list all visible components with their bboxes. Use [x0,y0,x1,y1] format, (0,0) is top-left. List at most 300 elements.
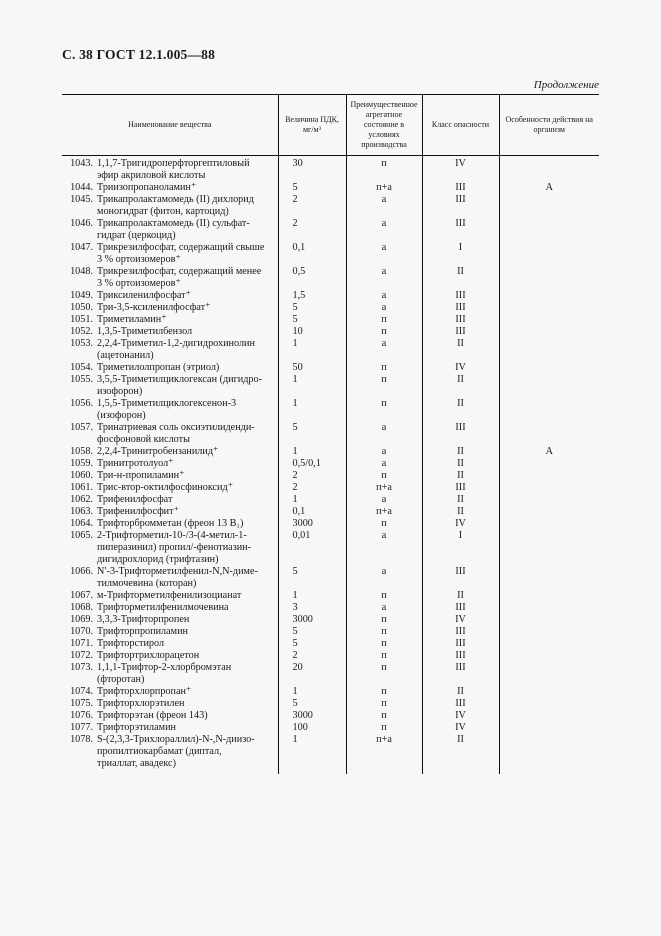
pdk-value: 1 [278,446,346,458]
substance-name-text: м-Трифторметилфенилизоцианат [97,590,242,601]
feature-value: А [499,446,599,458]
state-value: а [346,242,422,266]
row-number: 1055. [70,374,93,385]
row-number: 1050. [70,302,93,313]
state-value: п [346,326,422,338]
table-row [62,626,599,638]
feature-value [499,722,599,734]
substance-name-text: Трифторхлорэтилен [97,698,185,709]
substance-name-line [62,494,274,506]
state-value: а [346,422,422,446]
substance-name-line [62,158,274,170]
feature-value [499,650,599,662]
substance-name-cell [62,302,278,314]
substance-name-line [62,290,274,302]
substance-name-cell [62,326,278,338]
table-row [62,482,599,494]
substance-name-text: Трикрезилфосфат, содержащий свыше [97,242,265,253]
row-number: 1056. [70,398,93,409]
table-row [62,314,599,326]
state-value: п [346,662,422,686]
table-row [62,326,599,338]
substance-name-text: Триметиламин⁺ [97,314,167,325]
substance-name-text: 3,3,3-Трифторпропен [97,614,190,625]
substance-name-line [62,398,274,410]
substance-name-text: 2,2,4-Триметил-1,2-дигидрохинолин [97,338,255,349]
state-value: п [346,518,422,530]
hazard-class-value: III [422,662,499,686]
substance-name-cell [62,218,278,242]
hazard-class-value: III [422,182,499,194]
substance-name-line [62,506,274,518]
state-value: п [346,710,422,722]
feature-value [499,686,599,698]
substance-name-continuation: (изофорон) [97,410,146,421]
substance-name-cell [62,194,278,218]
feature-value [499,530,599,566]
state-value: п [346,374,422,398]
hazard-class-value: IV [422,156,499,183]
pdk-value: 100 [278,722,346,734]
pdk-value: 2 [278,470,346,482]
table-row [62,194,599,218]
feature-value [499,326,599,338]
feature-value [499,698,599,710]
hazard-class-value: II [422,446,499,458]
substance-name-cell [62,242,278,266]
substance-name-cell [62,458,278,470]
substance-name-text: Трис-втор-октилфосфиноксид⁺ [97,482,234,493]
substance-name-line [62,686,274,698]
row-number: 1068. [70,602,93,613]
substance-name-cell [62,662,278,686]
substance-name-cell [62,374,278,398]
continuation-label: Продолжение [533,79,599,91]
state-value: п [346,362,422,374]
feature-value [499,458,599,470]
table-row [62,530,599,566]
feature-value [499,338,599,362]
hazard-class-value: I [422,242,499,266]
table-row [62,686,599,698]
pdk-value: 0,5 [278,266,346,290]
row-number: 1051. [70,314,93,325]
substance-name-line [62,518,274,530]
table-row [62,362,599,374]
substance-name-line [62,326,274,338]
table-row [62,302,599,314]
substance-name-cell [62,650,278,662]
pdk-value: 3000 [278,518,346,530]
state-value: а [346,266,422,290]
substance-name-cell [62,482,278,494]
substance-name-cell [62,566,278,590]
substance-name-continuation: пропилтиокарбамат (диптал, [97,746,222,757]
table-body [62,156,599,775]
pdk-value: 2 [278,194,346,218]
substance-name-line [62,710,274,722]
substance-name-line [62,446,274,458]
substance-name-text: Трикапролактамомедь (II) дихлорид [97,194,254,205]
substance-name-text: Триизопропаноламин⁺ [97,182,197,193]
substance-name-cell [62,182,278,194]
substance-name-line [62,470,274,482]
state-value: а [346,302,422,314]
feature-value: А [499,182,599,194]
feature-value [499,302,599,314]
substance-name-line [62,374,274,386]
substance-name-continuation: 3 % ортоизомеров⁺ [97,254,181,265]
state-value: а [346,458,422,470]
substance-name-continuation: моногидрат (фитон, картоцид) [97,206,229,217]
pdk-value: 0,5/0,1 [278,458,346,470]
substance-name-line [62,566,274,578]
substance-name-cell [62,494,278,506]
hazard-class-value: IV [422,362,499,374]
state-value: п [346,686,422,698]
pdk-value: 1 [278,494,346,506]
row-number: 1054. [70,362,93,373]
substance-name-line [62,182,274,194]
state-value: а [346,566,422,590]
substance-name-line [62,458,274,470]
hazard-class-value: IV [422,614,499,626]
pdk-value: 20 [278,662,346,686]
feature-value [499,242,599,266]
hazard-class-value: III [422,218,499,242]
substance-name-line [62,650,274,662]
feature-value [499,266,599,290]
substance-name-text: S-(2,3,3-Трихлораллил)-N-,N-диизо- [97,734,255,745]
hazard-class-value: II [422,494,499,506]
feature-value [499,482,599,494]
state-value: а [346,290,422,302]
state-value: а [346,530,422,566]
substance-name-cell [62,422,278,446]
row-number: 1071. [70,638,93,649]
pdk-value: 5 [278,182,346,194]
table-row [62,662,599,686]
row-number: 1064. [70,518,93,529]
feature-value [499,290,599,302]
substance-name-line [62,314,274,326]
table-row [62,698,599,710]
row-number: 1076. [70,710,93,721]
substance-name-text: 2-Трифторметил-10-/3-(4-метил-1- [97,530,247,541]
hazard-class-value: III [422,326,499,338]
pdk-value: 2 [278,482,346,494]
table-row [62,506,599,518]
table-row [62,638,599,650]
substance-name-cell [62,638,278,650]
feature-value [499,194,599,218]
table-row [62,722,599,734]
feature-value [499,602,599,614]
table-row [62,470,599,482]
pdk-value: 5 [278,566,346,590]
pdk-value: 2 [278,218,346,242]
substance-name-cell [62,614,278,626]
row-number: 1045. [70,194,93,205]
row-number: 1077. [70,722,93,733]
table-row [62,602,599,614]
substance-name-text: Трифторхлорпропан⁺ [97,686,192,697]
hazard-class-value: III [422,302,499,314]
hazard-class-value: II [422,458,499,470]
state-value: п [346,650,422,662]
hazard-class-value: III [422,698,499,710]
substance-name-line [62,698,274,710]
pdk-value: 1 [278,734,346,774]
row-number: 1058. [70,446,93,457]
feature-value [499,374,599,398]
table-row [62,518,599,530]
substance-name-cell [62,710,278,722]
hazard-class-value: IV [422,722,499,734]
table-row [62,494,599,506]
substance-name-text: 1,3,5-Триметилбензол [97,326,193,337]
pdk-value: 5 [278,638,346,650]
table-row [62,734,599,774]
table-row [62,266,599,290]
table-row [62,218,599,242]
hazard-class-value: II [422,506,499,518]
pdk-value: 3 [278,602,346,614]
state-value: п [346,398,422,422]
substance-name-cell [62,446,278,458]
substance-name-cell [62,398,278,422]
substance-name-continuation: дигидрохлорид (трифтазин) [97,554,219,565]
page-header: С. 38 ГОСТ 12.1.005—88 [62,47,216,62]
pdk-value: 1,5 [278,290,346,302]
table-row [62,242,599,266]
pdk-value: 1 [278,686,346,698]
substance-name-cell [62,518,278,530]
hazard-class-value: II [422,686,499,698]
header-pdk: Величина ПДК, мг/м³ [278,95,346,156]
pdk-value: 5 [278,302,346,314]
feature-value [499,662,599,686]
table-row [62,614,599,626]
substance-name-text: 1,1,7-Тригидроперфторгептиловый [97,158,250,169]
hazard-class-value: II [422,338,499,362]
state-value: п [346,314,422,326]
state-value: а [346,494,422,506]
substance-name-text: Триксиленилфосфат⁺ [97,290,191,301]
state-value: а [346,338,422,362]
substance-name-cell [62,362,278,374]
row-number: 1075. [70,698,93,709]
header-state: Преимущественное агрегатное состояние в условиях производства [346,95,422,156]
feature-value [499,362,599,374]
state-value: п [346,614,422,626]
substance-name-text: N′-3-Трифторметилфенил-N,N-диме- [97,566,258,577]
pdk-value: 0,01 [278,530,346,566]
substance-name-cell [62,506,278,518]
substances-table [62,94,599,774]
state-value: а [346,446,422,458]
state-value: п [346,638,422,650]
substance-name-line [62,626,274,638]
hazard-class-value: III [422,638,499,650]
feature-value [499,638,599,650]
substance-name-line [62,662,274,674]
pdk-value: 10 [278,326,346,338]
row-number: 1078. [70,734,93,745]
substance-name-continuation: 3 % ортоизомеров⁺ [97,278,181,289]
substance-name-line [62,338,274,350]
feature-value [499,590,599,602]
pdk-value: 5 [278,698,346,710]
state-value: п+а [346,506,422,518]
state-value: п [346,470,422,482]
state-value: п [346,626,422,638]
pdk-value: 2 [278,650,346,662]
substance-name-text: Трифтортрихлорацетон [97,650,200,661]
substance-name-line [62,362,274,374]
header-class: Класс опасности [422,95,499,156]
row-number: 1047. [70,242,93,253]
row-number: 1043. [70,158,93,169]
table-row [62,710,599,722]
state-value: п [346,156,422,183]
table-row [62,290,599,302]
pdk-value: 3000 [278,614,346,626]
row-number: 1070. [70,626,93,637]
substance-name-cell [62,530,278,566]
table-row [62,566,599,590]
table-row [62,590,599,602]
pdk-value: 1 [278,590,346,602]
substance-name-text: Тринатриевая соль оксиэтилиденди- [97,422,255,433]
header-features: Особенности действия на организм [499,95,599,156]
substance-name-line [62,722,274,734]
substance-name-text: Триметилолпропан (этриол) [97,362,220,373]
substance-name-continuation: эфир акриловой кислоты [97,170,206,181]
hazard-class-value: III [422,482,499,494]
feature-value [499,314,599,326]
substance-name-line [62,638,274,650]
substance-name-line [62,302,274,314]
substance-name-line [62,590,274,602]
hazard-class-value: III [422,422,499,446]
substance-name-continuation: (фторотан) [97,674,145,685]
row-number: 1066. [70,566,93,577]
row-number: 1069. [70,614,93,625]
state-value: п [346,590,422,602]
substance-name-line [62,734,274,746]
hazard-class-value: III [422,314,499,326]
feature-value [499,710,599,722]
row-number: 1061. [70,482,93,493]
row-number: 1048. [70,266,93,277]
substance-name-text: 3,5,5-Триметилциклогексан (дигидро- [97,374,262,385]
feature-value [499,506,599,518]
state-value: а [346,218,422,242]
row-number: 1046. [70,218,93,229]
hazard-class-value: II [422,398,499,422]
table-row [62,398,599,422]
row-number: 1073. [70,662,93,673]
row-number: 1065. [70,530,93,541]
pdk-value: 5 [278,422,346,446]
pdk-value: 5 [278,626,346,638]
substance-name-text: 1,1,1-Трифтор-2-хлорбромэтан [97,662,232,673]
state-value: п+а [346,182,422,194]
table-row [62,422,599,446]
pdk-value: 1 [278,398,346,422]
feature-value [499,156,599,183]
hazard-class-value: I [422,530,499,566]
substance-name-continuation: триаллат, авадекс) [97,758,176,769]
substance-name-text: Трифенилфосфат [97,494,173,505]
table-row [62,338,599,362]
table-row [62,182,599,194]
hazard-class-value: III [422,566,499,590]
pdk-value: 1 [278,374,346,398]
hazard-class-value: III [422,650,499,662]
pdk-value: 30 [278,156,346,183]
substance-name-continuation: фосфоновой кислоты [97,434,190,445]
substance-name-cell [62,626,278,638]
substance-name-line [62,242,274,254]
table-row [62,446,599,458]
row-number: 1067. [70,590,93,601]
feature-value [499,518,599,530]
substance-name-text: 1,5,5-Триметилциклогексенон-3 [97,398,237,409]
row-number: 1053. [70,338,93,349]
feature-value [499,218,599,242]
state-value: а [346,194,422,218]
row-number: 1057. [70,422,93,433]
feature-value [499,734,599,774]
hazard-class-value: II [422,470,499,482]
substance-name-cell [62,686,278,698]
row-number: 1059. [70,458,93,469]
row-number: 1052. [70,326,93,337]
state-value: п [346,722,422,734]
substance-name-cell [62,266,278,290]
row-number: 1072. [70,650,93,661]
pdk-value: 1 [278,338,346,362]
substance-name-text: Трифторбромметан (фреон 13 B₁) [97,518,244,529]
substance-name-text: Трифторэтиламин [97,722,176,733]
substance-name-cell [62,590,278,602]
row-number: 1074. [70,686,93,697]
table-row [62,374,599,398]
pdk-value: 3000 [278,710,346,722]
row-number: 1060. [70,470,93,481]
feature-value [499,614,599,626]
substance-name-text: Тринитротолуол⁺ [97,458,174,469]
pdk-value: 0,1 [278,506,346,518]
substance-name-text: Трифторэтан (фреон 143) [97,710,208,721]
state-value: п+а [346,734,422,774]
substance-name-text: Трикапролактамомедь (II) сульфат- [97,218,250,229]
feature-value [499,422,599,446]
state-value: п [346,698,422,710]
feature-value [499,470,599,482]
substance-name-cell [62,338,278,362]
substance-name-cell [62,156,278,183]
substance-name-continuation: тилмочевина (которан) [97,578,197,589]
hazard-class-value: II [422,266,499,290]
substance-name-cell [62,314,278,326]
substance-name-cell [62,470,278,482]
substance-name-line [62,266,274,278]
substance-name-line [62,218,274,230]
substance-name-continuation: (ацетонанил) [97,350,154,361]
